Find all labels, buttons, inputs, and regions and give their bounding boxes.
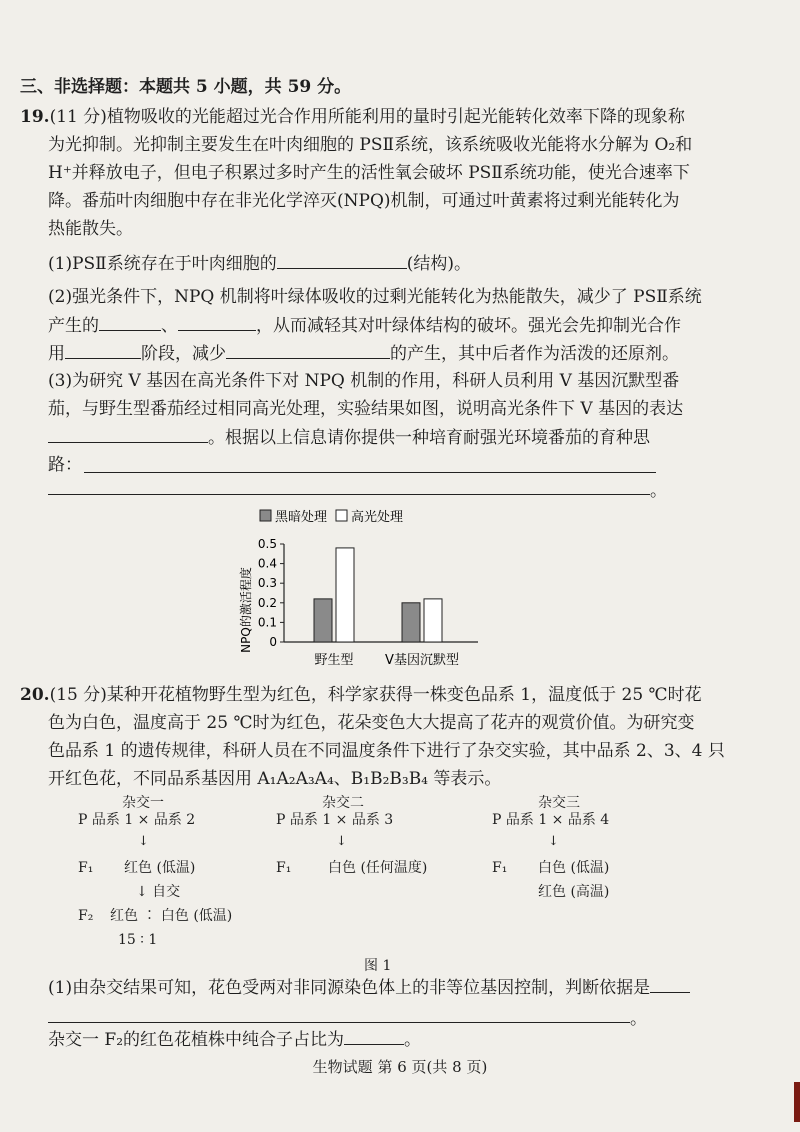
y-tick-label-2: 0.2: [257, 595, 277, 610]
chart-legend: [260, 509, 403, 525]
answer-blank-2[interactable]: [99, 312, 161, 331]
q19-stem-5: 热能散失。: [48, 219, 133, 239]
answer-blank-8[interactable]: [344, 1026, 404, 1045]
q20-stem-4: 开红色花，不同品系基因用 A₁A₂A₃A₄、B₁B₂B₃B₄ 等表示。: [48, 769, 502, 789]
category-label-1: V基因沉默型: [385, 653, 459, 668]
q19-part2-line2: 产生的 、 ，从而减轻其对叶绿体结构的破坏。强光会先抑制光合作: [48, 312, 681, 339]
cross-1-selfing: ↓ 自交: [136, 884, 181, 900]
q19-points: (11 分): [49, 107, 107, 127]
q19-part3-line1: (3)为研究 V 基因在高光条件下对 NPQ 机制的作用，科研人员利用 V 基因沉默型番: [48, 371, 680, 391]
cross-2-f1-label: F₁: [276, 860, 292, 876]
y-tick-label-3: 0.3: [257, 576, 277, 591]
cross-1-arrow: ↓: [138, 834, 149, 849]
q20-stem-2: 色为白色，温度高于 25 ℃时为红色，花朵变色大大提高了花卉的观赏价值。为研究变: [48, 713, 695, 733]
q20-number: 20.: [20, 685, 50, 705]
cross-3-arrow: ↓: [548, 834, 559, 849]
q19-part3-line4: 路：: [48, 455, 82, 475]
bar-1-1: [424, 599, 442, 642]
answer-blank-4[interactable]: [65, 340, 141, 359]
cross-1-f2-pheno: 红色 ∶ 白色 (低温): [110, 908, 233, 924]
cross-1-f2-label: F₂: [78, 908, 94, 924]
q20-stem-3: 色品系 1 的遗传规律，科研人员在不同温度条件下进行了杂交实验，其中品系 2、3、4 只: [48, 741, 725, 761]
cross-1-f1-pheno: 红色 (低温): [124, 860, 196, 876]
y-tick-label-4: 0.4: [257, 556, 277, 571]
answer-line-3[interactable]: [48, 1022, 630, 1023]
bar-0-1: [336, 548, 354, 642]
figure-label: 图 1: [364, 958, 392, 974]
npq-bar-chart: [228, 500, 488, 672]
q20-line-1: [20, 682, 702, 708]
q19-part1: (1)PSⅡ系统存在于叶肉细胞的 (结构)。: [48, 250, 471, 277]
cross-1-ratio: 15 ∶ 1: [118, 932, 158, 948]
cross-1-parents: P 品系 1 × 品系 2: [78, 812, 196, 828]
page-footer: 生物试题 第 6 页(共 8 页): [312, 1058, 488, 1076]
answer-line-2[interactable]: [48, 494, 650, 495]
cross-2-parents: P 品系 1 × 品系 3: [276, 812, 394, 828]
q19-line-1: [20, 104, 685, 130]
y-tick-label-5: 0.5: [257, 537, 277, 551]
q19-part3-line2: 茄，与野生型番茄经过相同高光处理，实验结果如图，说明高光条件下 V 基因的表达: [48, 399, 684, 419]
cross-1-f1-label: F₁: [78, 860, 94, 876]
legend-swatch-light: [336, 510, 347, 521]
q20-part1-line3: 杂交一 F₂的红色花植株中纯合子占比为 。: [48, 1026, 421, 1053]
q19-number: 19.: [20, 107, 50, 127]
legend-label-dark: 黑暗处理: [275, 510, 328, 525]
q20-part1-end: 。: [630, 1009, 647, 1029]
q20-stem-1: 某种开花植物野生型为红色，科学家获得一株变色品系 1，温度低于 25 ℃时花: [106, 685, 702, 705]
cross-3-parents: P 品系 1 × 品系 4: [492, 812, 610, 828]
q19-part3-line3: 。根据以上信息请你提供一种培育耐强光环境番茄的育种思: [48, 424, 650, 451]
answer-blank-5[interactable]: [226, 340, 390, 359]
cross-3-title: 杂交三: [538, 795, 580, 811]
q19-stem-3: H⁺并释放电子，但电子积累过多时产生的活性氧会破坏 PSⅡ系统功能，使光合速率下: [48, 163, 690, 183]
q19-part2-line3: 用 阶段，减少 的产生，其中后者作为活泼的还原剂。: [48, 340, 679, 367]
y-tick-label-1: 0.1: [257, 615, 277, 630]
section-header: 三、非选择题：本题共 5 小题，共 59 分。: [20, 77, 352, 97]
y-tick-label-0: 0: [269, 635, 277, 649]
answer-blank-7[interactable]: [650, 974, 690, 993]
cross-2-arrow: ↓: [336, 834, 347, 849]
cross-3-f1-pheno: 白色 (低温): [538, 860, 610, 876]
bar-0-0: [314, 599, 332, 642]
bar-1-0: [402, 603, 420, 642]
answer-blank-1[interactable]: [277, 250, 407, 269]
q20-points: (15 分): [49, 685, 107, 705]
q19-end-mark: 。: [650, 481, 667, 501]
page-edge-mark: [794, 1082, 800, 1122]
category-label-0: 野生型: [314, 653, 354, 668]
cross-1-title: 杂交一: [122, 795, 164, 811]
cross-3-f1-label: F₁: [492, 860, 508, 876]
cross-2-title: 杂交二: [322, 795, 364, 811]
q19-part2-line1: (2)强光条件下，NPQ 机制将叶绿体吸收的过剩光能转化为热能散失，减少了 PSⅡ系统: [48, 287, 702, 307]
legend-label-light: 高光处理: [351, 510, 404, 525]
cross-3-f1-pheno-2: 红色 (高温): [538, 884, 610, 900]
y-axis-label: NPQ的激活程度: [239, 567, 253, 653]
q20-part1-line1: (1)由杂交结果可知，花色受两对非同源染色体上的非等位基因控制，判断依据是: [48, 974, 690, 1001]
answer-line-1[interactable]: [84, 472, 656, 473]
q19-stem-2: 为光抑制。光抑制主要发生在叶肉细胞的 PSⅡ系统，该系统吸收光能将水分解为 O₂和: [48, 135, 693, 155]
legend-swatch-dark: [260, 510, 271, 521]
q19-stem-4: 降。番茄叶肉细胞中存在非光化学淬灭(NPQ)机制，可通过叶黄素将过剩光能转化为: [48, 191, 680, 211]
answer-blank-3[interactable]: [178, 312, 256, 331]
q19-stem-1: 植物吸收的光能超过光合作用所能利用的量时引起光能转化效率下降的现象称: [106, 107, 685, 127]
answer-blank-6[interactable]: [48, 424, 208, 443]
cross-2-f1-pheno: 白色 (任何温度): [328, 860, 428, 876]
